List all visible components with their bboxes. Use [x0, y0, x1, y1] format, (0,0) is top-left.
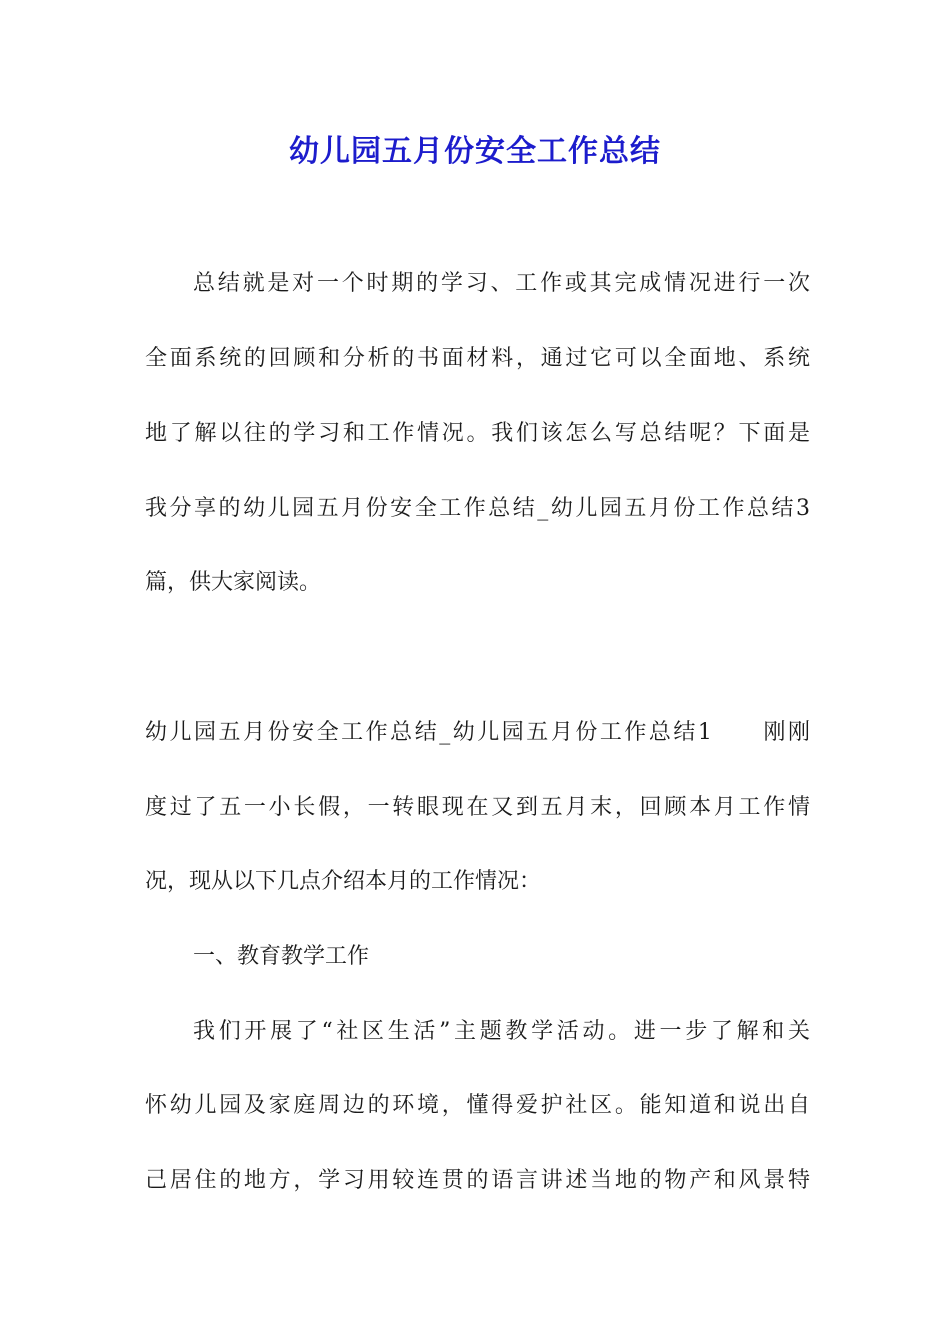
intro-line-1: 总结就是对一个时期的学习、工作或其完成情况进行一次: [193, 271, 810, 296]
body-line-2: 怀幼儿园及家庭周边的环境，懂得爱护社区。能知道和说出自: [145, 1093, 810, 1118]
intro-line-3: 地了解以往的学习和工作情况。我们该怎么写总结呢？下面是: [145, 421, 810, 446]
section-line-1: 幼儿园五月份安全工作总结_幼儿园五月份工作总结1 刚刚: [145, 720, 810, 745]
intro-line-5: 篇，供大家阅读。: [145, 570, 322, 595]
intro-line-2: 全面系统的回顾和分析的书面材料，通过它可以全面地、系统: [145, 346, 810, 371]
document-title: 幼儿园五月份安全工作总结: [289, 134, 661, 169]
body-line-1: 我们开展了“社区生活”主题教学活动。进一步了解和关: [193, 1019, 810, 1044]
section-heading-1: 一、教育教学工作: [193, 944, 370, 969]
section-line-2: 度过了五一小长假，一转眼现在又到五月末，回顾本月工作情: [145, 795, 810, 820]
section-line-3: 况，现从以下几点介绍本月的工作情况：: [145, 869, 542, 894]
body-line-3: 己居住的地方，学习用较连贯的语言讲述当地的物产和风景特: [145, 1168, 810, 1193]
intro-line-4: 我分享的幼儿园五月份安全工作总结_幼儿园五月份工作总结3: [145, 496, 810, 521]
